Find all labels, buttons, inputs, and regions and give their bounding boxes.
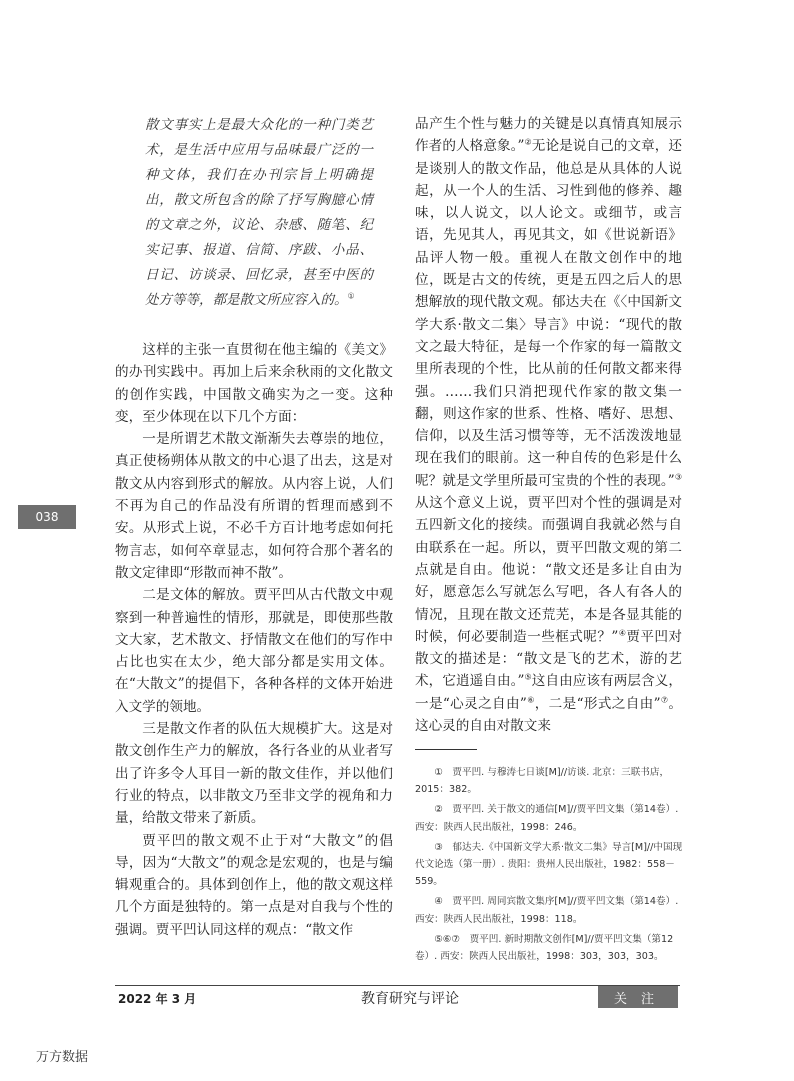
text-segment: 从这个意义上说，贾平凹对个性的强调是对五四新文化的接续。而强调自我就必然与自由联系在一起。所以，贾平凹散文观的第二点就是自由。他说：“散文还是多让自由为好，愿意怎么写就怎么写吧，各人有各人的情况，且现在散文还荒芜，本是各显其能的时候，何必要制造一些框式呢？” <box>415 495 682 645</box>
footnote-ref: ③ <box>674 472 683 482</box>
watermark: 万方数据 <box>36 1050 89 1065</box>
page-number: 038 <box>35 510 59 524</box>
page-number-tab <box>18 505 76 529</box>
footnote-divider <box>415 749 477 750</box>
footer-divider <box>115 985 680 986</box>
text-segment: 品产生个性与魅力的关键是以真情真知展示作者的人格意象。” <box>415 116 682 155</box>
body-paragraph: 这样的主张一直贯彻在他主编的《美文》的办刊实践中。再加上后来余秋雨的文化散文的创作实践，中国散文确实为之一变。这种变，至少体现在以下几个方面： <box>115 342 393 425</box>
footer-journal-title: 教育研究与评论 <box>361 991 459 1007</box>
text-segment: 。这心灵的自由对散文来 <box>415 695 682 735</box>
continued-paragraph <box>415 113 682 737</box>
text-segment: 这自由应该有两层含义，一是“心灵之自由” <box>415 673 683 712</box>
footnote-ref: ⑦ <box>660 695 669 705</box>
footnote-item: ① 贾平凹. 与穆涛七日谈[M]//访谈. 北京：三联书店，2015：382。 <box>415 767 670 796</box>
quote-spacer <box>115 313 393 339</box>
body-paragraph: 三是散文作者的队伍大规模扩大。这是对散文创作生产力的解放，各行各业的从业者写出了许多令人耳目一新的散文佳作，并以他们行业的特点，以非散文乃至非文学的视角和力量，给散文带来了新质。 <box>115 721 393 827</box>
footnote-ref: ④ <box>618 628 627 638</box>
section-label: 关注 <box>613 991 668 1007</box>
body-paragraph: 一是所谓艺术散文渐渐失去尊崇的地位，真正使杨朔体从散文的中心退了出去，这是对散文从内容到形式的解放。从内容上说，人们不再为自己的作品没有所谓的哲理而感到不安。从形式上说，不必千方百计地考虑如何托物言志，如何卒章显志，如何符合那个著名的散文定律即“形散而神不散”。 <box>115 431 393 581</box>
text-segment: 贾平凹对散文的描述是：“散文是飞的艺术，游的艺术，它逍遥自由。” <box>415 628 683 690</box>
body-paragraph: 二是文体的解放。贾平凹从古代散文中观察到一种普遍性的情形，那就是，即使那些散文大家，艺术散文、抒情散文在他们的写作中占比也实在太少，绝大部分都是实用文体。在“大散文”的提倡下，各种各样的文体开始进入文学的领地。 <box>115 587 393 715</box>
footnote-item: ⑤⑥⑦ 贾平凹. 新时期散文创作[M]//贾平凹文集（第12卷）. 西安：陕西人民出版社，1998：303，303，303。 <box>415 933 674 963</box>
right-column <box>415 113 682 737</box>
footnote-ref: ⑥ <box>526 695 535 705</box>
body-paragraph: 贾平凹的散文观不止于对“大散文”的倡导，因为“大散文”的观念是宏观的，也是与编辑观重合的。具体到创作上，他的散文观这样几个方面是独特的。第一点是对自我与个性的强调。贾平凹认同这样的观点：“散文作 <box>115 832 393 938</box>
footnote-item: ③ 郁达夫.《中国新文学大系·散文二集》导言[M]//中国现代文论选（第一册）. 贵阳：贵州人民出版社，1982：558－559。 <box>415 841 683 888</box>
footnote-item: ② 贾平凹. 关于散文的通信[M]//贾平凹文集（第14卷）. 西安：陕西人民出版社，1998：246。 <box>415 804 679 833</box>
footer-section-tab <box>598 986 678 1008</box>
text-segment: ，二是“形式之自由” <box>534 695 661 712</box>
quote-footnote-ref: ① <box>347 291 355 301</box>
left-column <box>115 113 393 941</box>
footnote-item: ④ 贾平凹. 周同宾散文集序[M]//贾平凹文集（第14卷）. 西安：陕西人民出版社，1998：118。 <box>415 896 679 925</box>
quote-text: 散文事实上是最大众化的一种门类艺术，是生活中应用与品味最广泛的一种文体，我们在办刊宗旨上明确提出，散文所包含的除了抒写胸臆心情的文章之外，议论、杂感、随笔、纪实记事、报道、信简、序跋、小品、日记、访谈录、回忆录，甚至中医的处方等等，都是散文所应容入的。 <box>145 117 373 308</box>
footnote-ref: ⑤ <box>524 672 532 682</box>
text-segment: 无论是说自己的文章，还是谈别人的散文作品，他总是从具体的人说起，从一个人的生活、习性到他的修养、趣味，以人说文，以人论文。或细节，或言语，先见其人，再见其文，如《世说新语》品评人物一般。重视人在散文创作中的地位，既是古文的传统，更是五四之后人的思想解放的现代散文观。郁达夫在《〈中国新文学大系·散文二集〉导言》中说：“现代的散文之最大特征，是每一个作家的每一篇散文里所表现的个性，比从前的任何散文都来得强。……我们只消把现代作家的散文集一翻，则这作家的世系、性格、嗜好、思想、信仰，以及生活习惯等等，无不活泼泼地显现在我们的眼前。这一种自传的色彩是什么呢？就是文学里所最可宝贵的个性的表现。” <box>415 138 683 489</box>
block-quote <box>145 113 373 313</box>
footnote-ref: ② <box>524 137 532 147</box>
footer-date: 2022 年 3 月 <box>118 992 197 1006</box>
footnotes <box>415 764 685 968</box>
